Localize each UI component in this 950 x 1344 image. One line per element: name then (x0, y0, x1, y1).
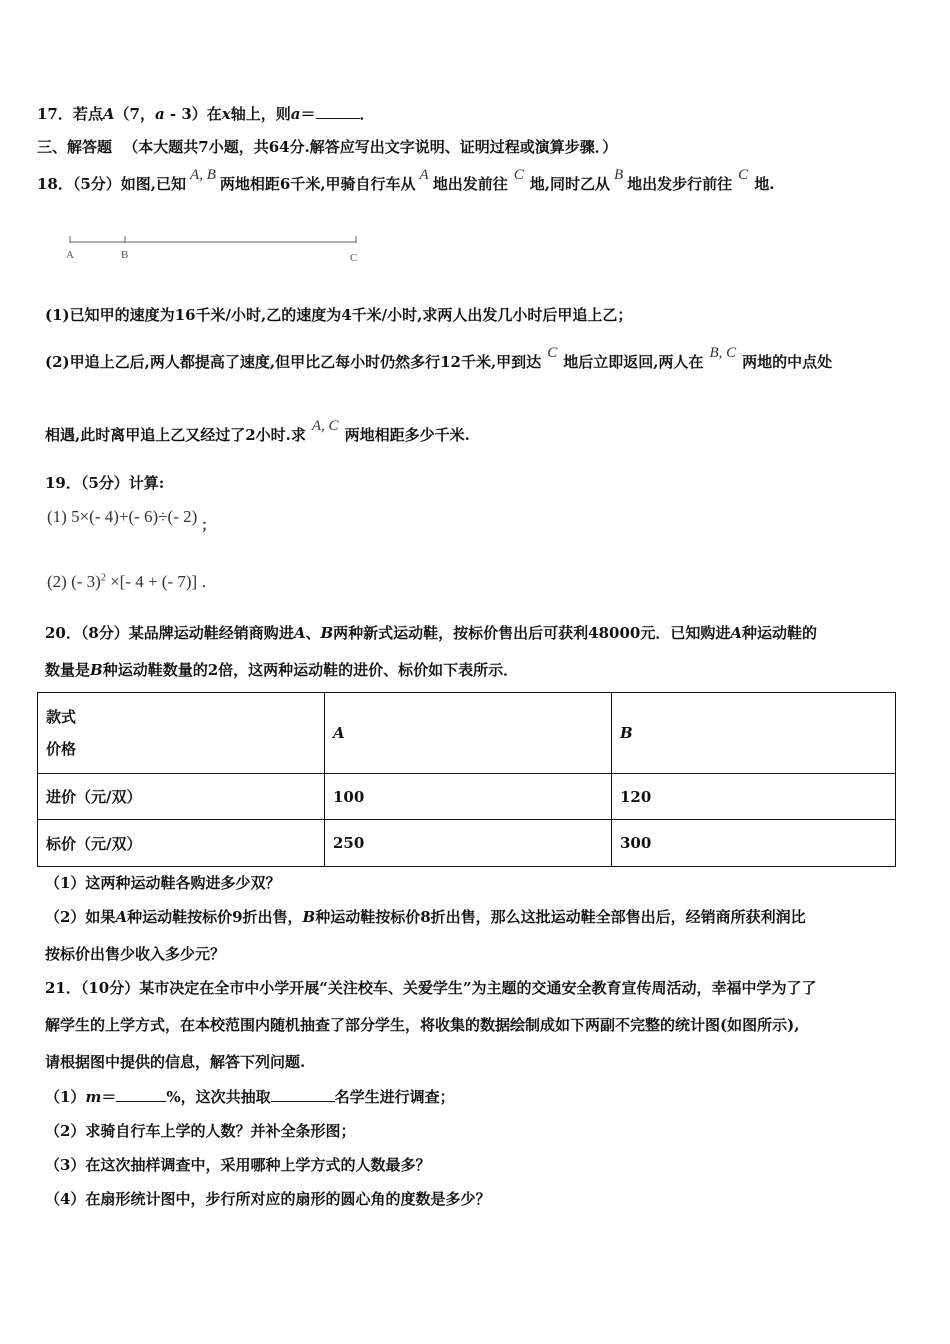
q21-line2: 解学生的上学方式，在本校范围内随机抽查了部分学生，将收集的数据绘制成如下两副不完整的统计图(如图所示), (45, 1016, 800, 1034)
table-header-row (38, 693, 896, 774)
row-label: 进价（元/双） (38, 774, 325, 820)
header-col-b: B (612, 693, 896, 774)
q19-title: 19．（5分）计算: (45, 474, 165, 492)
header-col-a: A (325, 693, 612, 774)
q21-sub1: （1）m＝ %，这次共抽取 名学生进行调查； (45, 1088, 455, 1106)
q18-part2-line2: 相遇,此时离甲追上乙又经过了2小时.求 A, C 两地相距多少千米. (45, 418, 470, 444)
segment-figure (62, 232, 362, 272)
q20-sub2-line1: （2）如果A种运动鞋按标价9折出售，B种运动鞋按标价8折出售，那么这批运动鞋全部售出后，经销商所获利润比 (45, 908, 806, 926)
q21-sub3: （3）在这次抽样调查中，采用哪种上学方式的人数最多？ (45, 1156, 431, 1174)
cell-b: 120 (612, 774, 896, 820)
q18-stem: 18．（5分）如图,已知 A, B 两地相距6千米,甲骑自行车从 A 地出发前往 C 地,同时乙从 B 地出发步行前往 C 地. (37, 167, 775, 193)
answer-blank-count[interactable] (271, 1101, 335, 1102)
q20-sub1: （1）这两种运动鞋各购进多少双？ (45, 874, 281, 892)
point-label-b: B (121, 249, 129, 261)
segment-line (62, 232, 362, 252)
q17-line: 17．若点A（7，a - 3）在x轴上，则a＝ ． (37, 105, 375, 123)
q21-sub2: （2）求骑自行车上学的人数？并补全条形图； (45, 1122, 356, 1140)
header-corner-cell: 款式 价格 (38, 693, 325, 774)
q20-line2: 数量是B种运动鞋数量的2倍，这两种运动鞋的进价、标价如下表所示． (45, 661, 519, 679)
q18-part1: (1)已知甲的速度为16千米/小时,乙的速度为4千米/小时,求两人出发几小时后甲追上乙； (45, 306, 633, 324)
q19-expression-2: (2) (- 3)$^2$ ×[- 4 + (- 7)] ． (47, 572, 219, 591)
table-row (38, 820, 896, 867)
section-heading: 三、解答题 （本大题共7小题，共64分.解答应写出文字说明、证明过程或演算步骤．） (37, 138, 618, 156)
q20-line1: 20．（8分）某品牌运动鞋经销商购进A、B两种新式运动鞋，按标价售出后可获利48000元．已知购进A种运动鞋的 (45, 624, 818, 642)
cell-b: 300 (612, 820, 896, 867)
q21-line3: 请根据图中提供的信息，解答下列问题. (45, 1053, 306, 1071)
cell-a: 250 (325, 820, 612, 867)
cell-a: 100 (325, 774, 612, 820)
point-label-c: C (350, 252, 358, 264)
q18-part2-line1: (2)甲追上乙后,两人都提高了速度,但甲比乙每小时仍然多行12千米,甲到达 C 地后立即返回,两人在 B, C 两地的中点处 (45, 345, 833, 371)
answer-blank-m[interactable] (116, 1101, 166, 1102)
q19-expression-1: (1) 5×(- 4)+(- 6)÷(- $2)_;$ (47, 507, 216, 534)
row-label: 标价（元/双） (38, 820, 325, 867)
q20-sub2-line2: 按标价出售少收入多少元？ (45, 945, 226, 963)
q21-line1: 21．（10分）某市决定在全市中小学开展“关注校车、关爱学生”为主题的交通安全教育宣传周活动，幸福中学为了了 (45, 979, 817, 997)
point-label-a: A (66, 249, 74, 261)
q21-sub4: （4）在扇形统计图中，步行所对应的扇形的圆心角的度数是多少？ (45, 1190, 491, 1208)
table-row (38, 774, 896, 820)
answer-blank[interactable] (316, 118, 360, 119)
price-table (37, 692, 896, 867)
